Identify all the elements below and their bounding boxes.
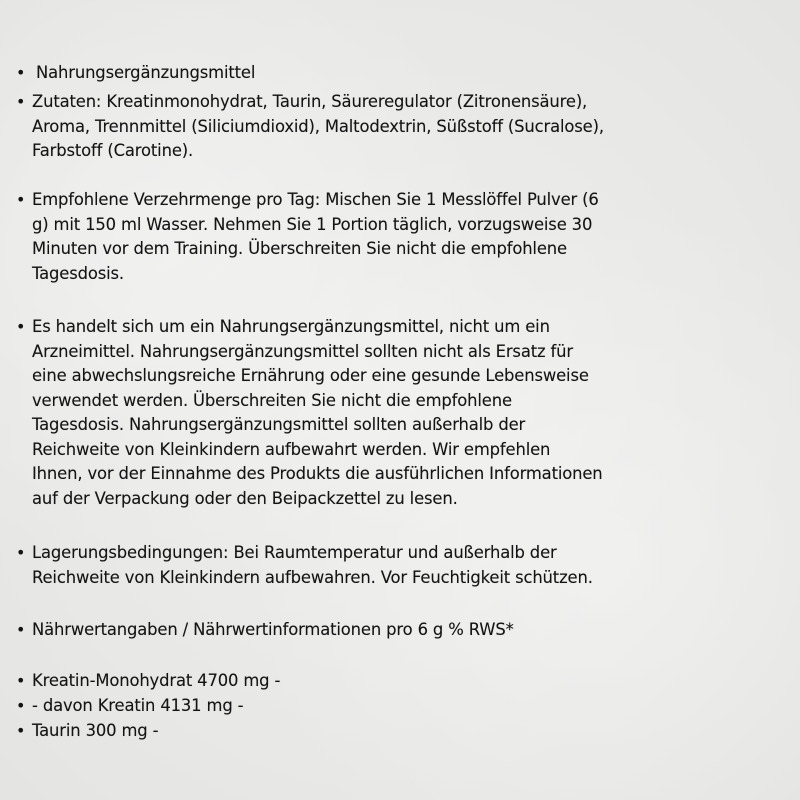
bullet-icon: •: [16, 63, 26, 82]
dosage-line: Minuten vor dem Training. Überschreiten Sie nicht die empfohlene: [32, 239, 567, 258]
bullet-item-dosage: [16, 188, 712, 286]
bullet-item-creatine: [16, 694, 712, 719]
bullet-item-storage: [16, 541, 712, 590]
nutrient-line: Taurin 300 mg -: [32, 721, 159, 740]
storage-line: Reichweite von Kleinkindern aufbewahren. Vor Feuchtigkeit schützen.: [32, 567, 593, 587]
bullet-icon: •: [16, 696, 26, 715]
bullet-icon: •: [16, 671, 26, 690]
title-line: Nahrungsergänzungsmittel: [36, 63, 256, 82]
storage-line: Lagerungsbedingungen: Bei Raumtemperatur und außerhalb der: [32, 543, 557, 562]
disclaimer-line: Ihnen, vor der Einnahme des Produkts die ausführlichen Informationen: [32, 464, 603, 483]
dosage-line: Tagesdosis.: [32, 263, 124, 283]
bullet-icon: •: [16, 317, 26, 336]
disclaimer-line: Tagesdosis. Nahrungsergänzungsmittel sollten außerhalb der: [32, 415, 526, 434]
nutrition-header-line: Nährwertangaben / Nährwertinformationen pro 6 g % RWS*: [32, 620, 514, 639]
dosage-line: Empfohlene Verzehrmenge pro Tag: Mischen Sie 1 Messlöffel Pulver (6: [32, 190, 599, 209]
nutrient-line: - davon Kreatin 4131 mg -: [32, 696, 244, 715]
bullet-icon: •: [16, 721, 26, 740]
bullet-icon: •: [16, 190, 26, 209]
bullet-item-creatine-monohydrate: [16, 669, 712, 694]
disclaimer-line: Arzneimittel. Nahrungsergänzungsmittel sollten nicht als Ersatz für: [32, 341, 573, 361]
nutrient-line: Kreatin-Monohydrat 4700 mg -: [32, 671, 281, 690]
bullet-item-taurine: [16, 719, 712, 744]
ingredients-line: Zutaten: Kreatinmonohydrat, Taurin, Säureregulator (Zitronensäure),: [32, 92, 588, 111]
bullet-icon: •: [16, 620, 26, 639]
disclaimer-line: Reichweite von Kleinkindern aufbewahrt werden. Wir empfehlen: [32, 439, 551, 459]
bullet-item-ingredients: [16, 90, 712, 164]
disclaimer-line: verwendet werden. Überschreiten Sie nicht die empfohlene: [32, 390, 512, 410]
bullet-item-nutrition-header: [16, 618, 712, 643]
bullet-item-title: [16, 61, 716, 86]
disclaimer-line: auf der Verpackung oder den Beipackzettel zu lesen.: [32, 488, 458, 508]
disclaimer-line: eine abwechslungsreiche Ernährung oder eine gesunde Lebensweise: [32, 366, 589, 385]
bullet-icon: •: [16, 92, 26, 111]
ingredients-line: Farbstoff (Carotine).: [32, 141, 194, 160]
bullet-item-disclaimer: [16, 315, 712, 511]
bullet-icon: •: [16, 543, 26, 562]
disclaimer-line: Es handelt sich um ein Nahrungsergänzungsmittel, nicht um ein: [32, 317, 550, 336]
dosage-line: g) mit 150 ml Wasser. Nehmen Sie 1 Portion täglich, vorzugsweise 30: [32, 214, 593, 234]
ingredients-line: Aroma, Trennmittel (Siliciumdioxid), Maltodextrin, Süßstoff (Sucralose),: [32, 116, 604, 136]
